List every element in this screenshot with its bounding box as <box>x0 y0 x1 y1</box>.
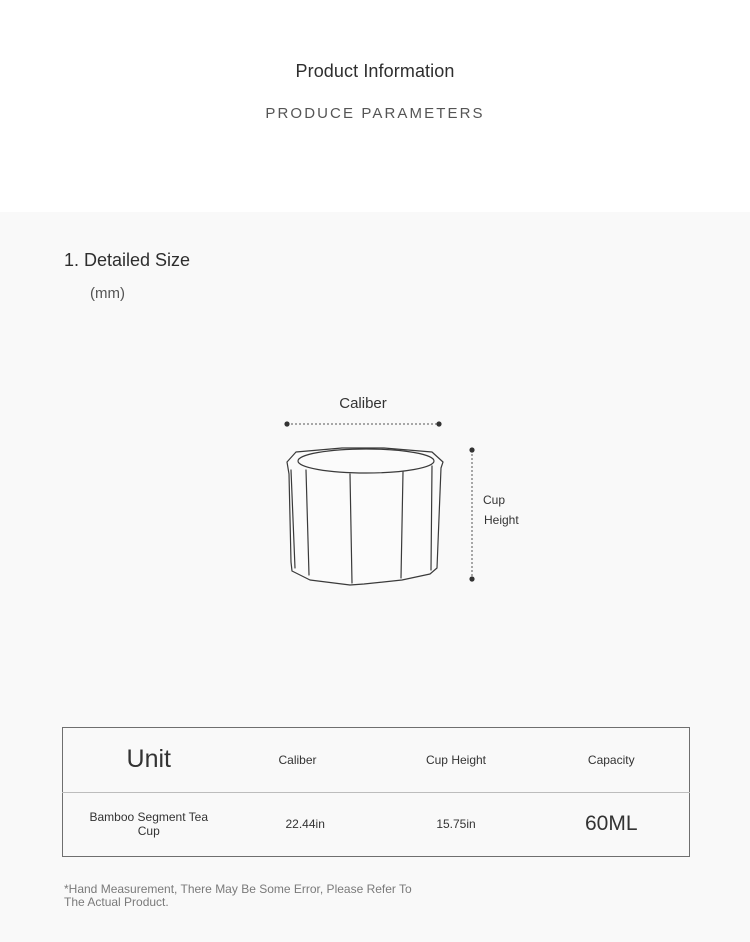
unit-note: (mm) <box>90 285 125 302</box>
header-caliber: Caliber <box>278 752 317 767</box>
cell-caliber: 22.44in <box>285 817 325 832</box>
caliber-label: Caliber <box>339 395 387 412</box>
header-capacity: Capacity <box>587 752 635 767</box>
table-row <box>63 792 690 857</box>
spec-table <box>62 727 690 857</box>
table-header-row <box>63 728 690 793</box>
caliber-dimension-line <box>284 421 441 426</box>
footnote: *Hand Measurement, There May Be Some Error, Please Refer To The Actual Product. <box>64 882 412 909</box>
height-dimension-line <box>469 447 474 581</box>
bamboo-cup-icon <box>287 448 443 585</box>
header-cup-height: Cup Height <box>425 752 487 767</box>
section-title: 1. Detailed Size <box>64 250 191 270</box>
cell-product-name: Bamboo Segment Tea Cup <box>89 810 209 839</box>
cell-cup-height: 15.75in <box>436 817 476 832</box>
header-unit: Unit <box>126 745 171 774</box>
page-subtitle: PRODUCE PARAMETERS <box>265 105 485 122</box>
page-title: Product Information <box>295 61 455 81</box>
cell-capacity: 60ML <box>584 812 638 836</box>
height-label-line2: Height <box>484 513 519 527</box>
height-label-line1: Cup <box>483 493 506 507</box>
